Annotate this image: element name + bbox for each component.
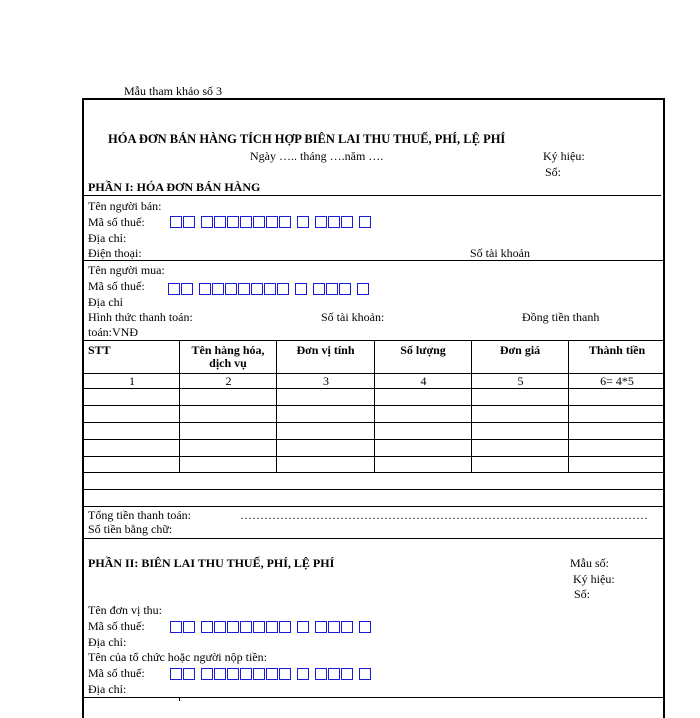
form-label: Mẫu số: — [570, 556, 609, 570]
table-col-line — [276, 340, 277, 472]
number-label: Số: — [545, 165, 562, 179]
unit-name-label: Tên đơn vị thu: — [88, 603, 163, 617]
amount-in-words-label: Số tiền bằng chữ: — [88, 522, 173, 536]
table-col-line — [471, 340, 472, 472]
payment-method-label: Hình thức thanh toán: — [88, 310, 193, 324]
date-line: Ngày ….. tháng ….năm …. — [250, 149, 384, 163]
currency-label: Đồng tiền thanh — [522, 310, 600, 324]
payer-address-label: Địa chỉ: — [88, 682, 127, 696]
total-dots: ………………………………………………………………………………………… — [240, 508, 648, 522]
table-line — [84, 472, 665, 473]
buyer-account-label: Số tài khoản: — [321, 310, 385, 324]
col-header-qty: Số lượng — [400, 343, 446, 357]
invoice-title: HÓA ĐƠN BÁN HÀNG TÍCH HỢP BIÊN LAI THU THUẾ, PHÍ, LỆ PHÍ — [108, 132, 506, 146]
col-header-stt: STT — [88, 343, 111, 357]
part2-symbol-label: Ký hiệu: — [573, 572, 615, 586]
col-header-price: Đơn giá — [499, 343, 541, 357]
index-cell-3: 3 — [323, 374, 329, 388]
part1-divider — [84, 195, 661, 196]
col-header-unit: Đơn vị tính — [296, 343, 355, 357]
bottom-col-line — [179, 697, 180, 701]
index-cell-6: 6= 4*5 — [600, 374, 634, 388]
seller-tax-code-boxes[interactable] — [170, 215, 372, 229]
table-col-line — [179, 340, 180, 472]
col-header-amount: Thành tiền — [588, 343, 646, 357]
index-cell-5: 5 — [517, 374, 524, 388]
seller-divider — [84, 260, 665, 261]
seller-phone-label: Điện thoại: — [88, 246, 142, 260]
buyer-address-label: Địa chỉ — [88, 295, 123, 309]
index-cell-4: 4 — [420, 374, 427, 388]
buyer-name-label: Tên người mua: — [88, 263, 165, 277]
reference-note: Mẫu tham khảo số 3 — [124, 84, 222, 98]
bottom-table-line — [84, 697, 665, 698]
payer-tax-code-boxes[interactable] — [170, 667, 372, 681]
currency-value: toán:VNĐ — [88, 325, 138, 339]
unit-address-label: Địa chỉ: — [88, 635, 127, 649]
seller-name-label: Tên người bán: — [88, 199, 162, 213]
table-line — [84, 506, 665, 507]
unit-tax-code-label: Mã số thuế: — [88, 619, 145, 633]
unit-tax-code-boxes[interactable] — [170, 620, 372, 634]
payer-tax-code-label: Mã số thuế: — [88, 666, 145, 680]
part2-number-label: Số: — [574, 587, 591, 601]
seller-tax-code-label: Mã số thuế: — [88, 215, 145, 229]
table-col-line — [568, 340, 569, 472]
total-label: Tổng tiền thanh toán: — [88, 508, 191, 522]
symbol-label: Ký hiệu: — [543, 149, 585, 163]
col-header-item: Tên hàng hóa, dịch vụ — [191, 343, 265, 370]
index-cell-1: 1 — [129, 374, 135, 388]
part-divider — [84, 538, 665, 539]
buyer-tax-code-label: Mã số thuế: — [88, 279, 145, 293]
part2-heading: PHẦN II: BIÊN LAI THU THUẾ, PHÍ, LỆ PHÍ — [88, 556, 335, 570]
part1-heading: PHẦN I: HÓA ĐƠN BÁN HÀNG — [88, 180, 261, 194]
buyer-tax-code-boxes[interactable] — [168, 282, 370, 296]
payer-name-label: Tên của tổ chức hoặc người nộp tiền: — [88, 650, 267, 664]
seller-account-label: Số tài khoản — [470, 246, 530, 260]
seller-address-label: Địa chỉ: — [88, 231, 127, 245]
table-col-line — [374, 340, 375, 472]
index-cell-2: 2 — [225, 374, 232, 388]
table-line — [84, 489, 665, 490]
